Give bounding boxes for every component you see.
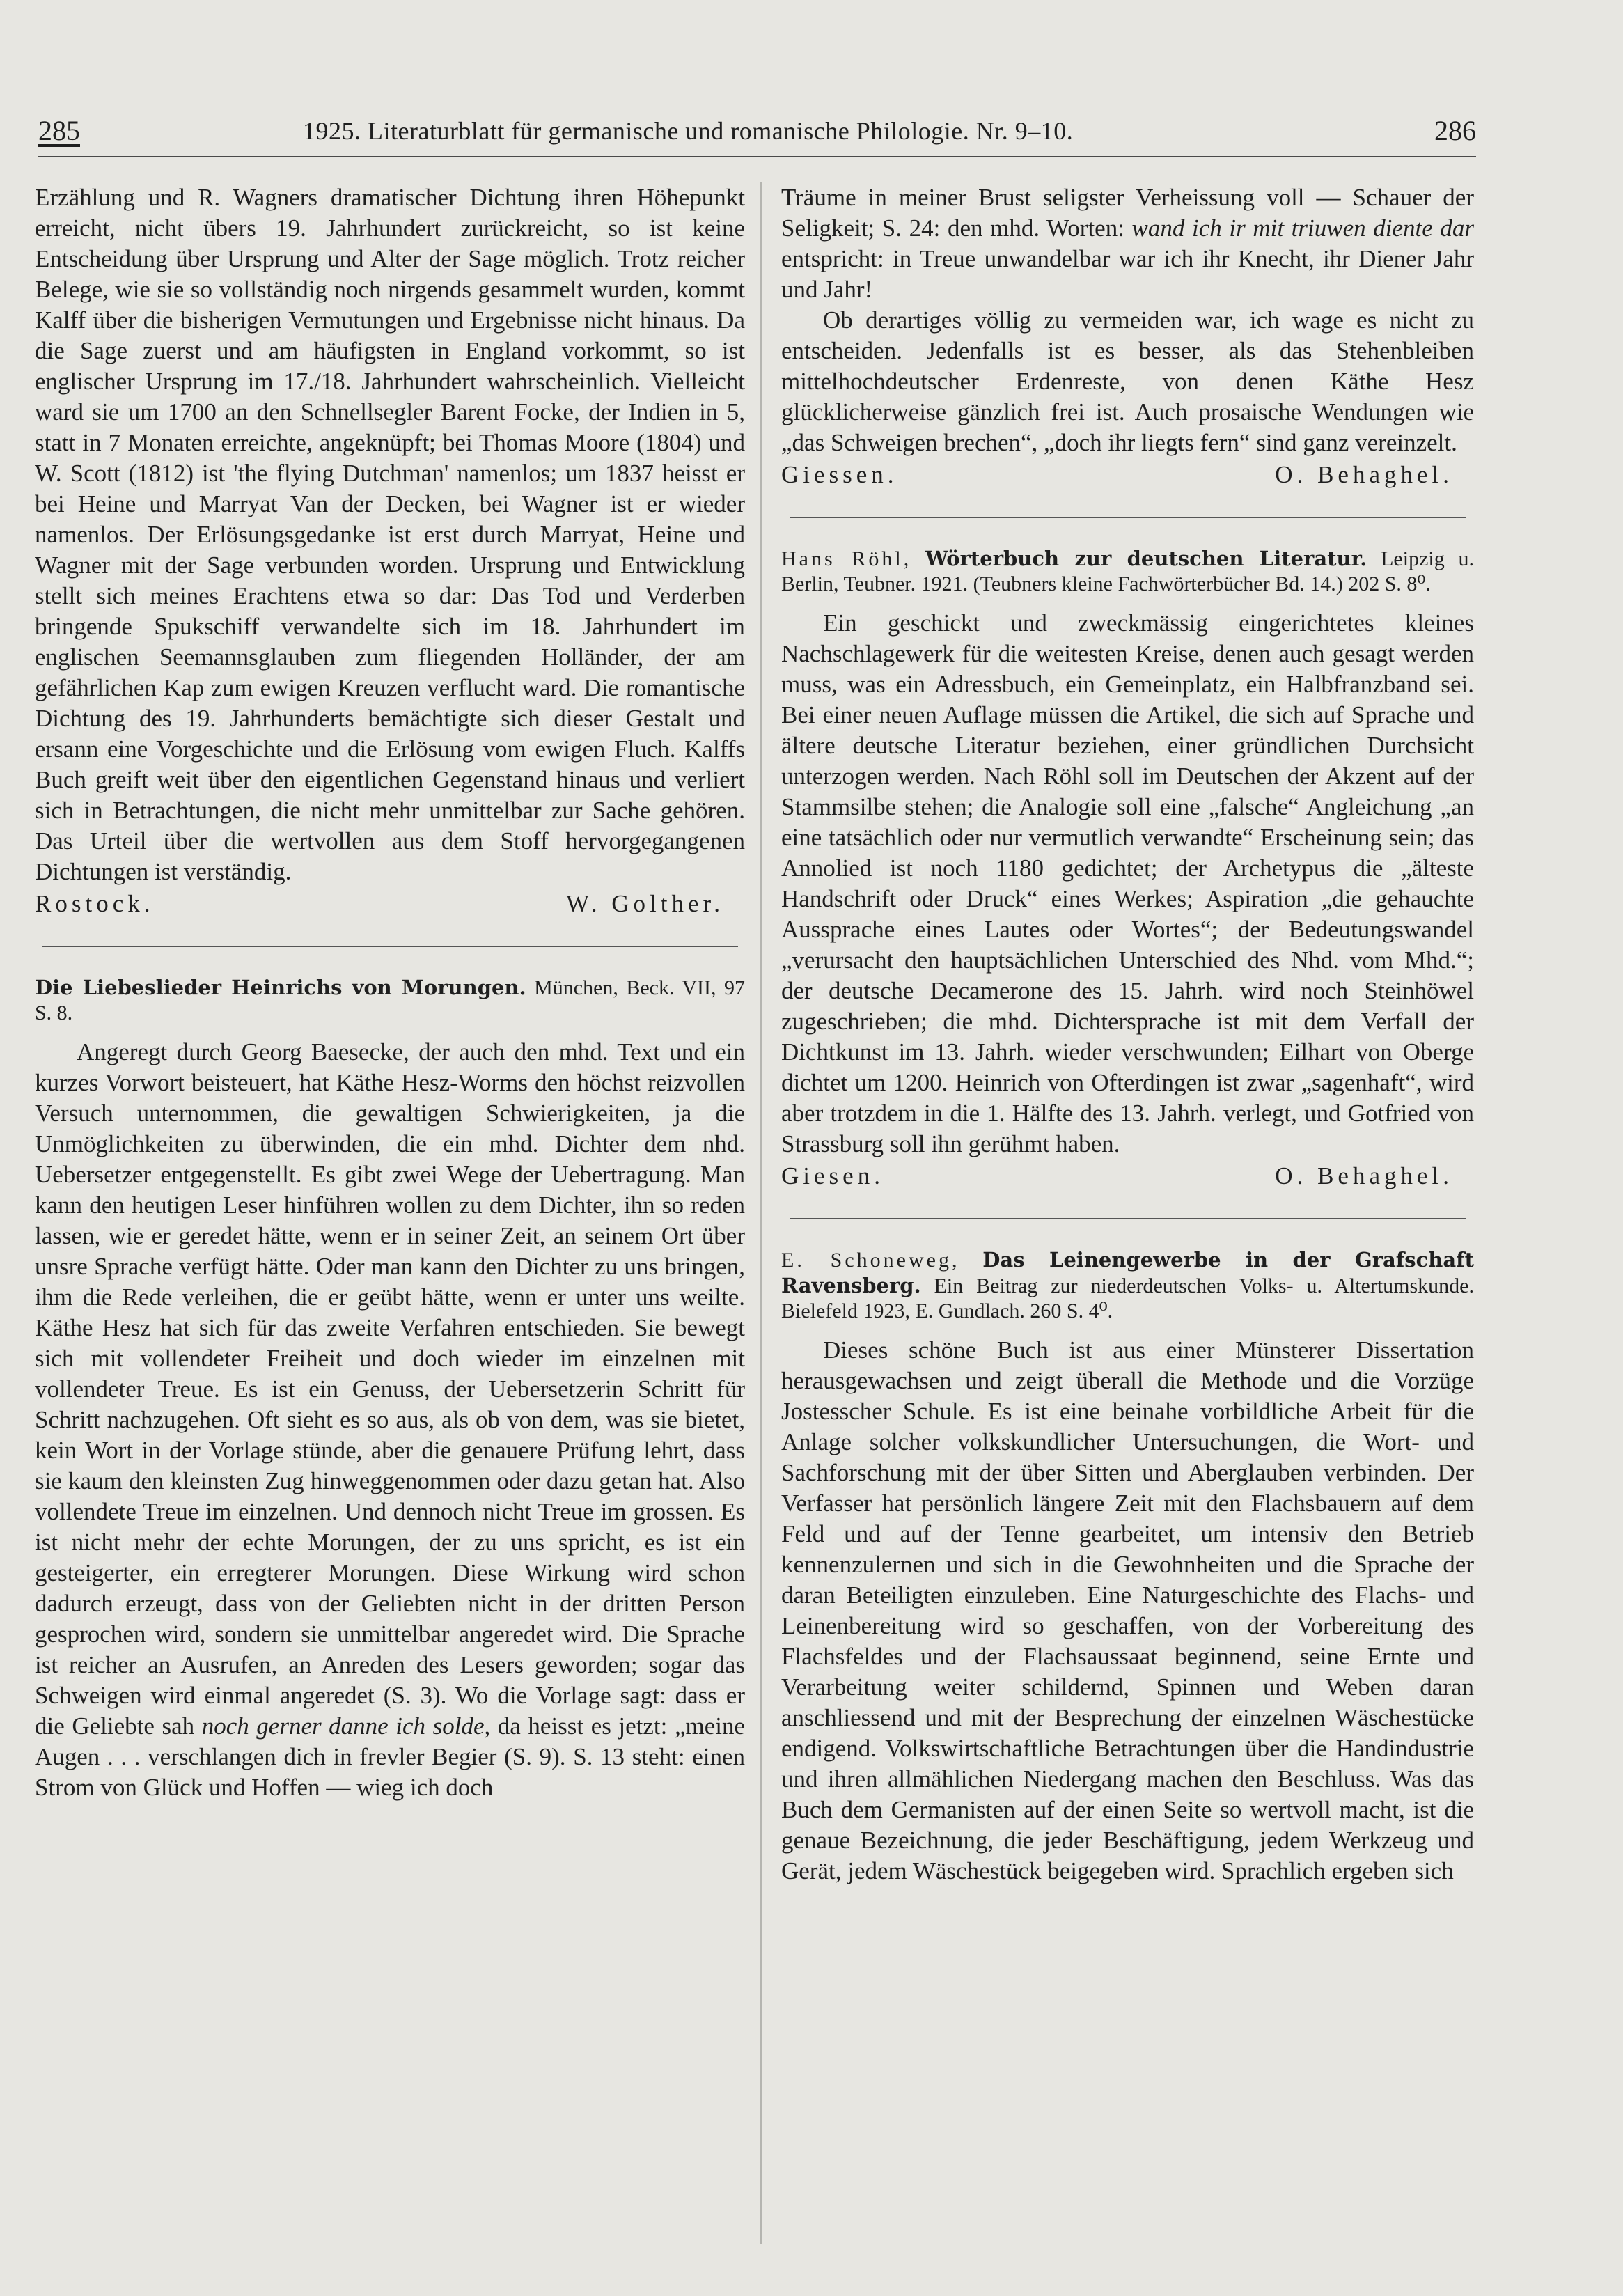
running-title: 1925. Literaturblatt für germanische und romanische Philologie. Nr. 9–10. — [303, 117, 1074, 145]
section-separator — [42, 946, 738, 947]
review2-place: Giessen. — [781, 461, 898, 488]
review3-paragraph: Ein geschickt und zweckmässig eingerichtetes kleines Nachschlagewerk für die weitesten Kreise, denen auch gesagt werden muss, was ein Adressbuch, ein Gemeinplatz, ein Halbfranzband sei. Bei einer neuen Auflage müssen die Artikel, die sich auf Sprache und ältere deutsche Literatur beziehen, einer gründlichen Durchsicht unterzogen werden. Nach Röhl soll im Deutschen der Akzent auf der Stammsilbe stehen; die Analogie soll eine „falsche“ Angleichung „an eine tatsächlich oder nur vermutlich verwandte“ Erscheinung sein; das Annolied ist noch 1180 gedichtet; der Archetypus die „älteste Handschrift oder Druck“ eines Werkes; Aspiration „die gehauchte Aussprache eines Lautes oder Wortes“; der Bedeutungswandel „verursacht den hauptsächlichen Unterschied des Nhd. vom Mhd.“; der deutsche Decamerone des 15. Jahrh. wird noch Steinhöwel zugeschrieben; die mhd. Dichtersprache ist mit dem Verfall der Dichtkunst im 13. Jahrh. wieder verschwunden; Eilhart von Oberge dichtet um 1200. Heinrich von Ofterdingen ist zwar „sagenhaft“, wird aber trotzdem in die 1. Hälfte des 13. Jahrh. verlegt, und Gotfried von Strassburg soll ihn gerühmt haben. — [781, 609, 1474, 1157]
review2-continuation — [781, 182, 1474, 305]
page-number-right: 286 — [1434, 115, 1476, 146]
column-divider — [760, 182, 762, 2244]
header-rule — [38, 156, 1476, 157]
review1-paragraph: Erzählung und R. Wagners dramatischer Dichtung ihren Höhepunkt erreicht, nicht übers 19. Jahrhundert zurückreicht, so ist keine Entscheidung über Ursprung und Alter der Sage möglich. Trotz reicher Belege, wie sie so vollständig noch nirgends gesammelt wurden, kommt Kalff über die bisherigen Vermutungen und Ergebnisse nicht hinaus. Da die Sage zuerst und am häufigsten in England vorkommt, so ist englischer Ursprung im 17./18. Jahrhundert wahrscheinlich. Vielleicht ward sie um 1700 an den Schnellsegler Barent Focke, der Indien in 5, statt in 7 Monaten erreichte, angeknüpft; bei Thomas Moore (1804) und W. Scott (1812) ist 'the flying Dutchman' namenlos; um 1837 heisst er bei Heine und Marryat Van der Decken, bei Wagner ist er wieder namenlos. Der Erlösungsgedanke ist erst durch Marryat, Heine und Wagner mit der Sage verbunden worden. Ursprung und Entwicklung stellt sich meines Erachtens etwa so dar: Das Tod und Verderben bringende Spukschiff verwandelte sich im 18. Jahrhundert im englischen Seemannsglauben zum fliegenden Holländer, der am gefährlichen Kap zum ewigen Kreuzen verflucht ward. Die romantische Dichtung des 19. Jahrhunderts bemächtigte sich dieser Gestalt und ersann eine Vorgeschichte und die Erlösung vom ewigen Fluch. Kalffs Buch greift weit über den eigentlichen Gegenstand hinaus und verliert sich in Betrachtungen, die nicht mehr unmittelbar zur Sache gehören. Das Urteil über die wertvollen aus dem Stoff hervorgegangenen Dichtungen ist verständig. — [35, 184, 745, 885]
left-column — [35, 182, 745, 1803]
review3-signature — [781, 1161, 1474, 1192]
review2-paragraph — [35, 1037, 745, 1803]
review4-biblio: Ein Beitrag zur niederdeutschen Volks- u. Altertumskunde. Bielefeld 1923, E. Gundlach. 260 S. 4⁰. — [781, 1274, 1474, 1322]
review2-cont-quote: wand ich ir mit triuwen diente dar — [1131, 214, 1475, 242]
review3-heading — [781, 546, 1474, 597]
review4-title: Das Leinengewerbe in der Grafschaft Ravensberg. — [781, 1248, 1474, 1297]
review1-place: Rostock. — [35, 890, 155, 917]
review4-author-name: E. Schoneweg, — [781, 1249, 960, 1272]
section-separator — [790, 517, 1466, 518]
review2-cont-text-a: Träume in meiner Brust seligster Verheissung voll — Schauer der Seligkeit; S. 24: den mhd. Worten: — [781, 184, 1474, 242]
review2-quote: noch gerner danne ich solde — [201, 1712, 485, 1740]
review3-biblio: Leipzig u. Berlin, Teubner. 1921. (Teubners kleine Fachwörterbücher Bd. 14.) 202 S. 8⁰. — [781, 547, 1474, 595]
review1-author: W. Golther. — [565, 890, 724, 917]
review2-heading — [35, 975, 745, 1026]
section-separator — [790, 1218, 1466, 1219]
review1-signature — [35, 889, 745, 919]
review2-biblio: München, Beck. VII, 97 S. 8. — [35, 976, 745, 1024]
review4-paragraph: Dieses schöne Buch ist aus einer Münsterer Dissertation herausgewachsen und zeigt überall die Methode und die Vorzüge Jostesscher Schule. Es ist eine beinahe vorbildliche Arbeit für die Anlage solcher volkskundlicher Untersuchungen, die Wort- und Sachforschung mit der über Sitten und Aberglauben verbinden. Der Verfasser hat persönlich längere Zeit mit den Flachsbauern auf dem Feld und auf der Tenne gearbeitet, um intensiv den Betrieb kennenzulernen und sich in die Gewohnheiten und die Sprache der daran Beteiligten einzuleben. Eine Naturgeschichte des Flachs- und Leinenbereitung wird so geschaffen, von der Vorbereitung des Flachsfeldes und der Flachsaussaat beginnend, seine Ernte und Verarbeitung weiter schildernd, Spinnen und Weben daran anschliessend und mit der Besprechung der einzelnen Wäschestücke endigend. Volkswirtschaftliche Betrachtungen über die Handindustrie und ihren allmählichen Niedergang machen den Beschluss. Was das Buch dem Germanisten auf der einen Seite so wertvoll macht, ist die genaue Bezeichnung, die jeder Beschäftigung, jedem Werkzeug und Gerät, jedem Wäschestück beigegeben wird. Sprachlich ergeben sich — [781, 1336, 1474, 1884]
review3-author: O. Behaghel. — [1275, 1162, 1453, 1189]
right-column — [781, 182, 1474, 1887]
review2-text-a: Angeregt durch Georg Baesecke, der auch den mhd. Text und ein kurzes Vorwort beisteuert, hat Käthe Hesz-Worms den höchst reizvollen Versuch unternommen, die gewaltigen Schwierigkeiten, ja die Unmöglichkeiten zu überwinden, die ein mhd. Dichter dem nhd. Uebersetzer entgegenstellt. Es gibt zwei Wege der Uebertragung. Man kann den heutigen Leser hinführen wollen zu dem Dichter, ihn so reden lassen, wie er geredet hätte, wenn er in seiner Zeit, an seinem Ort über unsre Sprache verfügt hätte. Oder man kann den Dichter zu uns bringen, ihm die Rede verleihen, die er geübt hätte, wenn er unter uns weilte. Käthe Hesz hat sich für das zweite Verfahren entschieden. Sie bewegt sich mit vollendeter Freiheit und doch wieder im einzelnen mit vollendeter Treue. Es ist ein Genuss, der Uebersetzerin Schritt für Schritt nachzugehen. Oft sieht es so aus, als ob von dem, was sie bietet, kein Wort in der Vorlage stünde, aber die genauere Prüfung lehrt, dass sie kaum den kleinsten Zug hinweggenommen oder dazu getan hat. Also vollendete Treue im einzelnen. Und dennoch nicht Treue im grossen. Es ist nicht mehr der echte Morungen, der zu uns spricht, es ist ein gesteigerter, ein erregterer Morungen. Diese Wirkung wird schon dadurch erzeugt, dass von der Geliebten nicht in der dritten Person gesprochen wird, sondern sie unmittelbar angeredet wird. Die Sprache ist reicher an Ausrufen, an Anreden des Lesers geworden; sogar das Schweigen wird einmal angeredet (S. 3). Wo die Vorlage sagt: dass er die Geliebte sah — [35, 1038, 745, 1740]
review2-signature — [781, 460, 1474, 490]
review2-paragraph-2: Ob derartiges völlig zu vermeiden war, ich wage es nicht zu entscheiden. Jedenfalls ist es besser, als das Stehenbleiben mittelhochdeutscher Erdenreste, von denen Käthe Hesz glücklicherweise gänzlich frei ist. Auch prosaische Wendungen wie „das Schweigen brechen“, „doch ihr liegts fern“ sind ganz vereinzelt. — [781, 306, 1474, 456]
review3-place: Giesen. — [781, 1162, 884, 1189]
review2-title: Die Liebeslieder Heinrichs von Morungen. — [35, 976, 526, 999]
review2-text-b: , da heisst es jetzt: „meine Augen . . . verschlangen dich in frevler Begier (S. 9). S. 13 steht: einen Strom von Glück und Hoffen — wieg ich doch — [35, 1712, 746, 1801]
page-number-left: 285 — [38, 115, 80, 146]
review2-cont-text-b: entspricht: in Treue unwandelbar war ich ihr Knecht, ihr Diener Jahr und Jahr! — [781, 245, 1474, 303]
review2-author: O. Behaghel. — [1275, 461, 1453, 488]
review3-author-name: Hans Röhl, — [781, 547, 912, 570]
page-header — [38, 110, 1476, 152]
review4-heading — [781, 1247, 1474, 1324]
review3-title: Wörterbuch zur deutschen Literatur. — [925, 547, 1367, 570]
